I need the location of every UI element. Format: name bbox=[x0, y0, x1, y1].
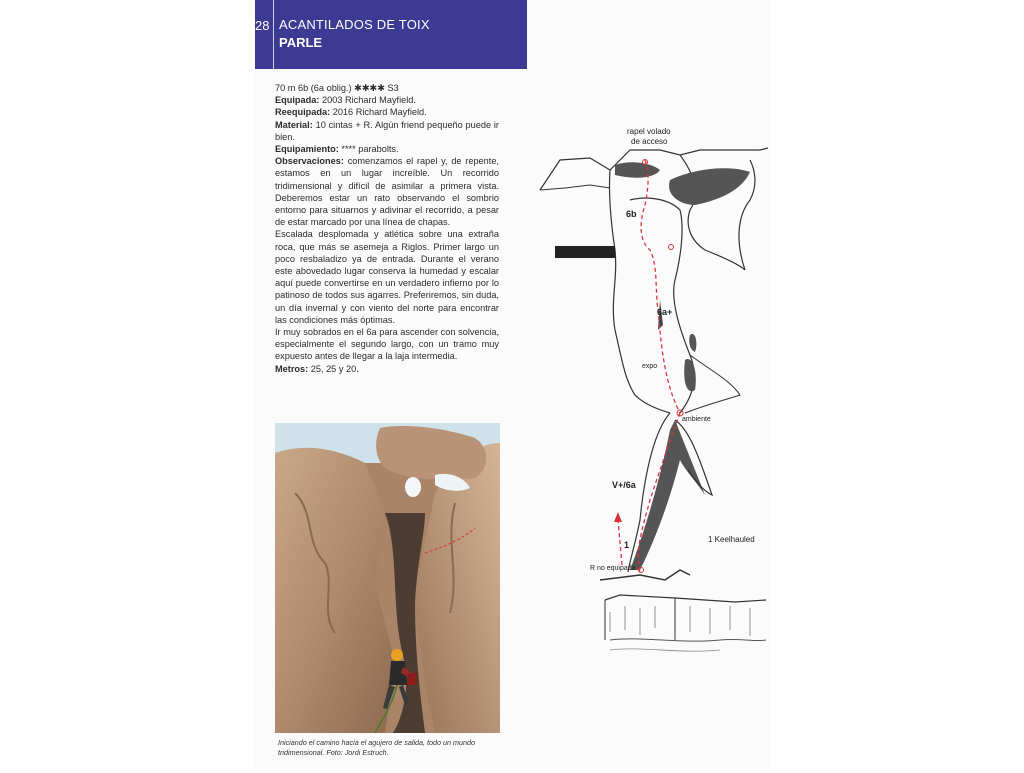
pillar-shadow bbox=[630, 420, 705, 570]
topo-label-v6a: V+/6a bbox=[612, 480, 636, 490]
topo-label-r-no-equipada: R no equipada bbox=[590, 565, 636, 572]
photo-caption: Iniciando el camino hacia el agujero de salida, todo un mundo tridimensional. Foto: Jordi Estruch. bbox=[278, 738, 475, 757]
topo-label-1: 1 bbox=[624, 540, 630, 550]
topo-drawing bbox=[530, 0, 770, 768]
climbing-photo-illustration bbox=[275, 423, 500, 733]
sector-title: ACANTILADOS DE TOIX bbox=[279, 17, 430, 32]
route-name: PARLE bbox=[279, 35, 323, 50]
metros-line: Metros: 25, 25 y 20. bbox=[275, 363, 359, 374]
topo-label-6b: 6b bbox=[626, 209, 637, 219]
material-line: Material: 10 cintas + R. Algún friend pequeño puede ir bien. bbox=[275, 119, 499, 142]
header-divider bbox=[273, 0, 274, 69]
equipada-line: Equipada: 2003 Richard Mayfield. bbox=[275, 95, 416, 106]
route-description bbox=[275, 82, 499, 375]
equipamiento-line: Equipamiento: **** parabolts. bbox=[275, 144, 399, 155]
topo-label-rapel-2: de acceso bbox=[631, 137, 668, 146]
topo-label-expo: expo bbox=[642, 363, 658, 370]
route-topo bbox=[530, 0, 770, 768]
climbing-photo bbox=[275, 423, 500, 733]
description-paragraph-2: Escalada desplomada y atlética sobre una extraña roca, que más se asemeja a Riglos. Primer largo un poco resbaladizo ya de entrada. Durante el verano este abovedado lugar conserva la humedad y escalar aquí puede convertirse en un verdadero infierno por lo patinoso de todos sus agarres. Preferiremos, sin duda, un día invernal y con viento del norte para encontrar las condiciones más óptimas. bbox=[275, 229, 499, 325]
topo-label-6a-plus: 6a+ bbox=[657, 307, 673, 317]
rock-block-3 bbox=[684, 359, 696, 391]
dark-roof-band bbox=[555, 246, 615, 258]
observaciones-line: Observaciones: comenzamos el rapel y, de repente, estamos en un lugar increíble. Un recorrido tridimensional y difícil de asimilar a primera vista. Deberemos estar un rato observando el sombrio entorno para situarnos y adivinar el recorrido, a pesar de estar marcado por una línea de chapas. bbox=[275, 156, 499, 228]
page-header bbox=[255, 0, 527, 69]
topo-label-keelhauled: 1 Keelhauled bbox=[708, 535, 755, 544]
rock-block-2 bbox=[669, 168, 750, 205]
description-paragraph-3: Ir muy sobrados en el 6a para ascender con solvencia, especialmente el segundo largo, con un tramo muy expuesto antes de llegar a la laja intermedia. bbox=[275, 327, 499, 362]
reequipada-line: Reequipada: 2016 Richard Mayfield. bbox=[275, 107, 427, 118]
grade-line: 70 m 6b (6a oblig.) ✱✱✱✱ S3 bbox=[275, 83, 399, 93]
topo-label-rapel-1: rapel volado bbox=[627, 127, 671, 136]
rock-block-1 bbox=[615, 162, 660, 177]
topo-label-ambiente: ambiente bbox=[682, 416, 711, 423]
page-number: 28 bbox=[255, 18, 270, 33]
